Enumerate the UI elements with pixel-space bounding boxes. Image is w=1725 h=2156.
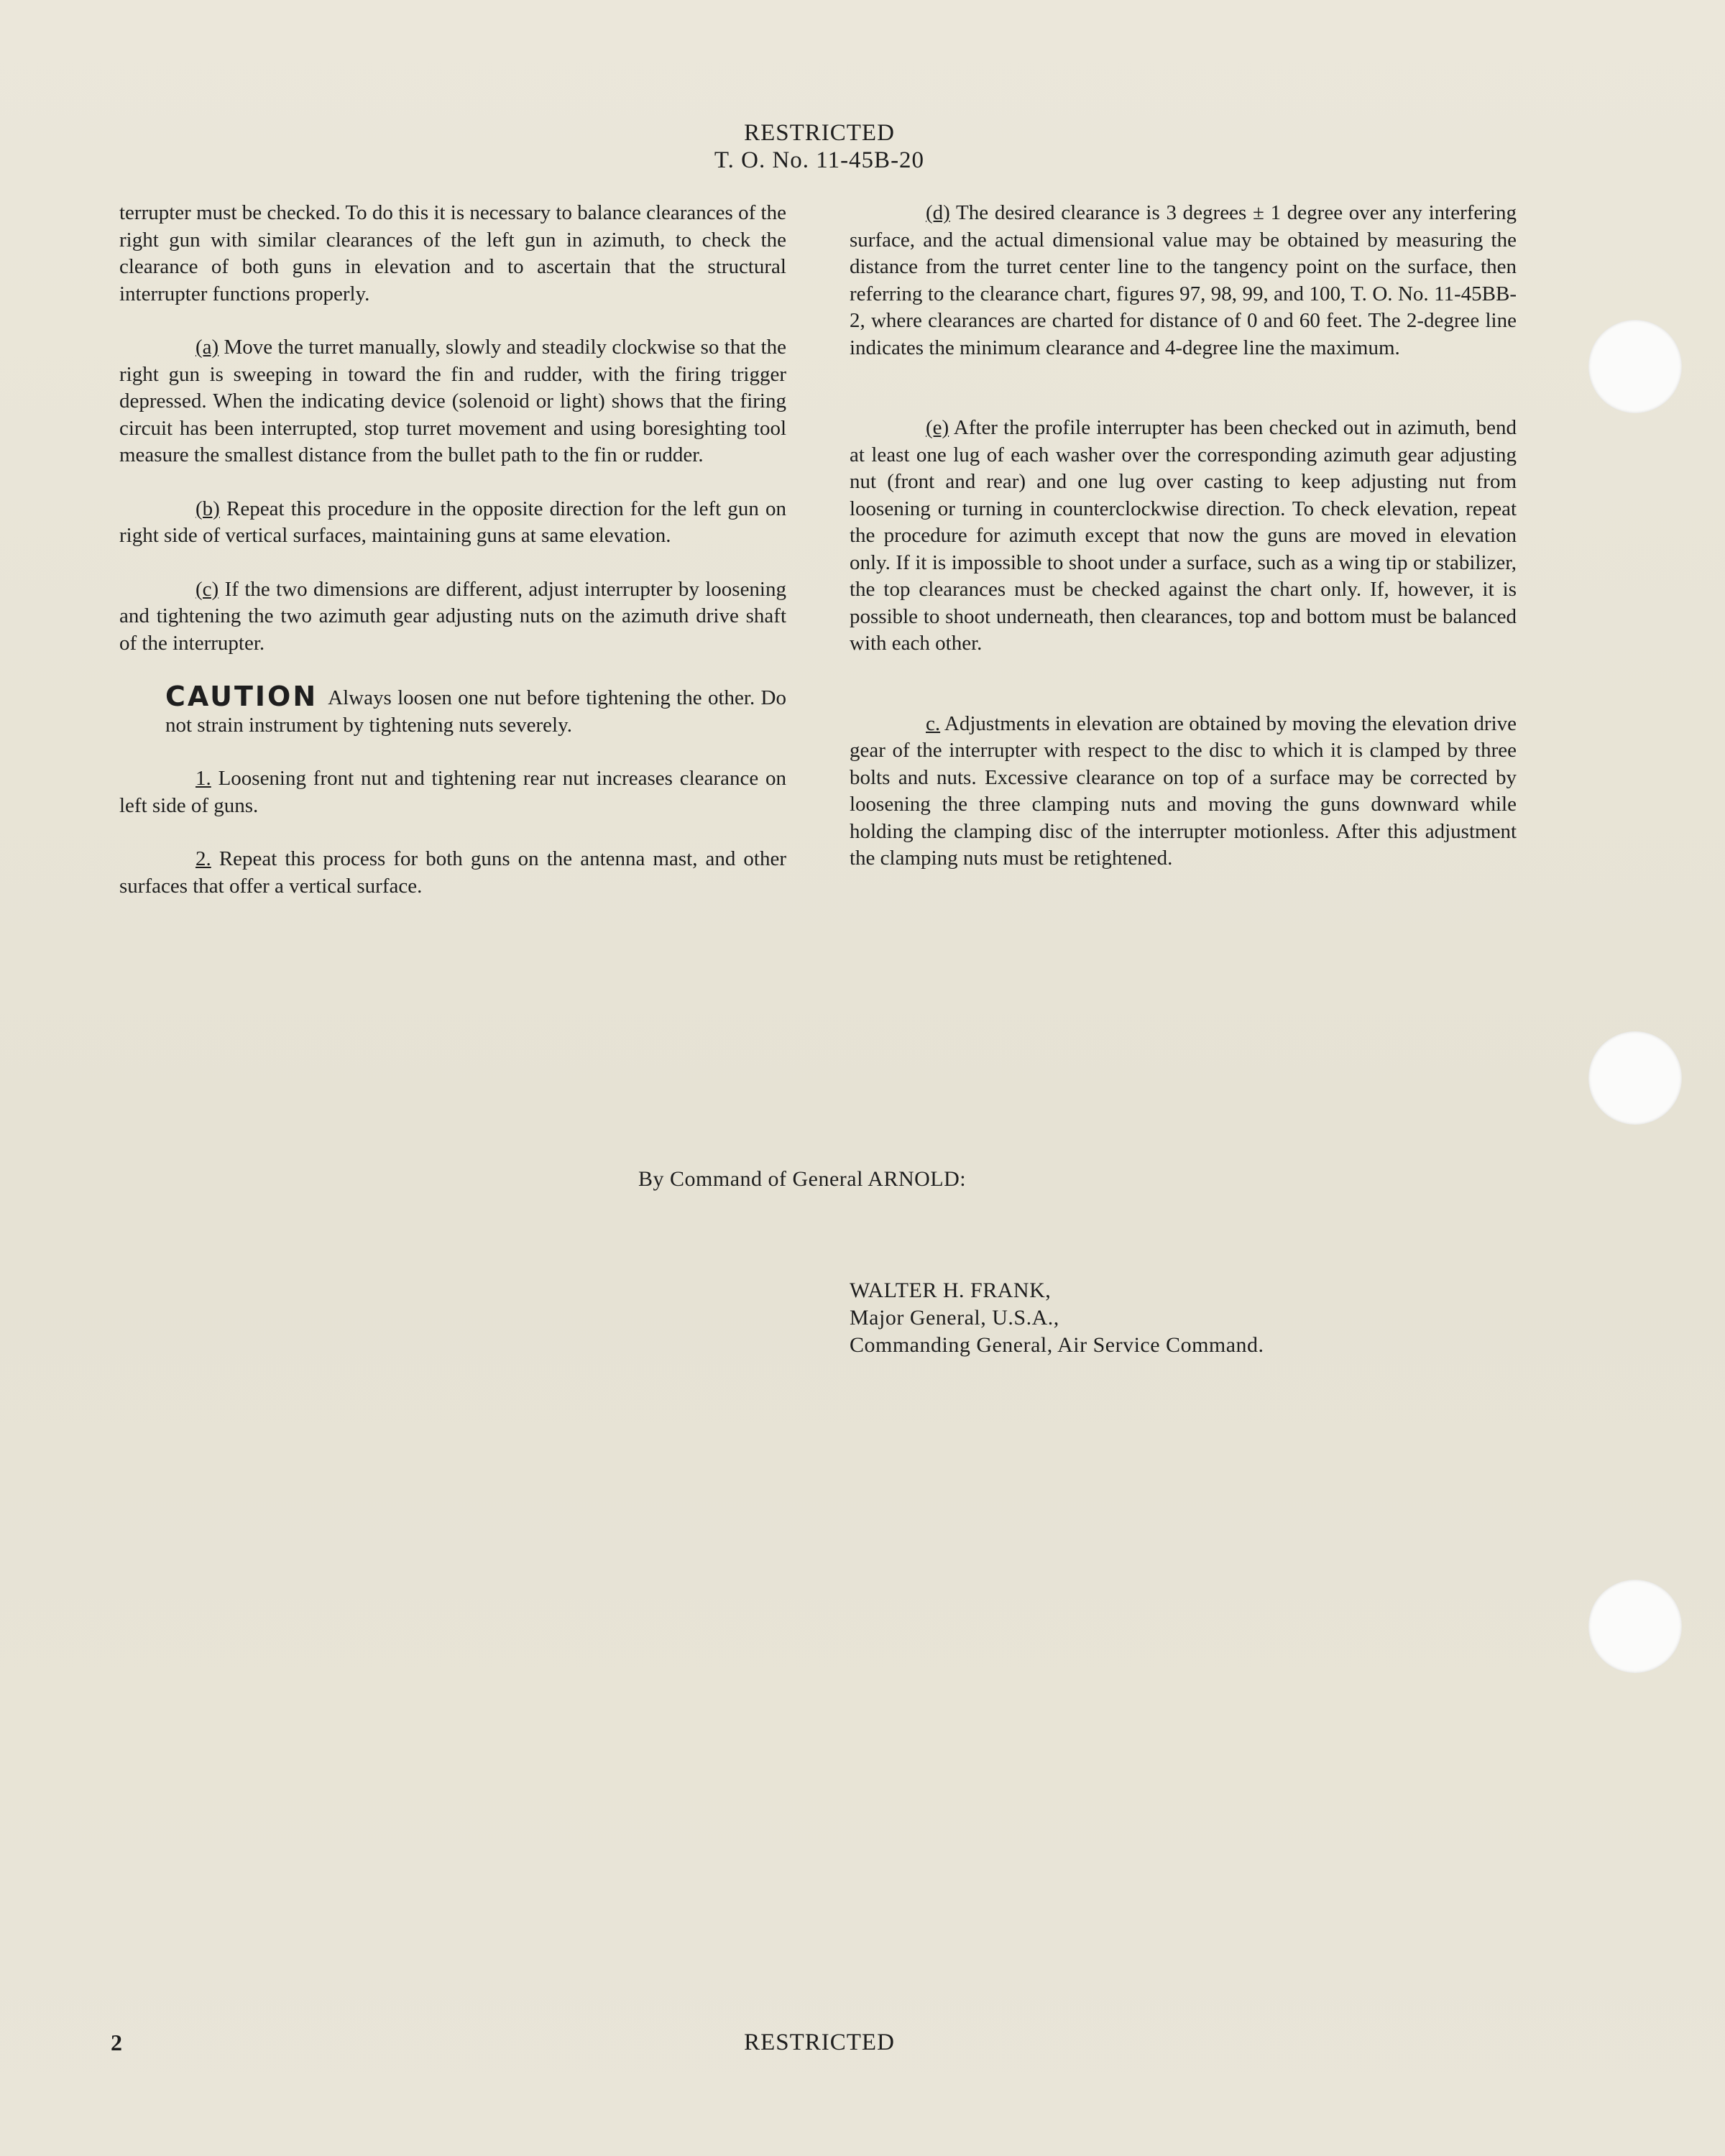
paragraph-a-text: Move the turret manually, slowly and steadily clockwise so that the right gun is sweeping in toward the fin and rudder, with the firing trigger depressed. When the indicating device (solenoid or light) shows that the firing circuit has been interrupted, stop turret movement and using boresighting tool measure the smallest distance from the bullet path to the fin or rudder. — [119, 336, 786, 466]
paragraph-e-label: (e) — [926, 416, 949, 439]
step-2-label: 2. — [196, 847, 211, 870]
paragraph-d-text: The desired clearance is 3 degrees ± 1 degree over any interfering surface, and the actual dimensional value may be obtained by measuring the distance from the turret center line to the tangency point on the surface, then referring to the clearance chart, figures 97, 98, 99, and 100, T. O. No. 11-45BB-2, where clearances are charted for distance of 0 and 60 feet. The 2-degree line indicates the minimum clearance and 4-degree line the maximum. — [850, 201, 1517, 359]
step-2 — [119, 846, 786, 900]
paragraph-e — [850, 415, 1517, 658]
header-classification: RESTRICTED — [744, 120, 895, 146]
paragraph-c-label: (c) — [196, 577, 219, 601]
paragraph-b — [119, 496, 786, 550]
step-1 — [119, 765, 786, 819]
paragraph-d — [850, 200, 1517, 361]
paragraph-a — [119, 334, 786, 469]
punch-hole — [1588, 1031, 1682, 1125]
footer-classification: RESTRICTED — [744, 2030, 895, 2055]
paragraph-b-text: Repeat this procedure in the opposite direction for the left gun on right side of vertical surfaces, maintaining guns at same elevation. — [119, 497, 787, 547]
signatory-rank: Major General, U.S.A., — [850, 1306, 1059, 1330]
right-column — [850, 200, 1517, 872]
caution-label: CAUTION — [165, 681, 318, 712]
paragraph-c-elevation-text: Adjustments in elevation are obtained by moving the elevation drive gear of the interrupter with respect to the disc to which it is clamped by three bolts and nuts. Excessive clearance on top of a surface may be corrected by loosening the three clamping nuts and moving the guns downward while holding the clamping disc of the interrupter motionless. After this adjustment the clamping nuts must be retightened. — [850, 711, 1517, 870]
paragraph-d-label: (d) — [926, 201, 950, 224]
punch-hole — [1588, 320, 1682, 413]
punch-hole — [1588, 1580, 1682, 1673]
signatory-name: WALTER H. FRANK, — [850, 1279, 1052, 1302]
paragraph-c — [119, 576, 786, 658]
paragraph-c-text: If the two dimensions are different, adjust interrupter by loosening and tightening the two azimuth gear adjusting nuts on the azimuth drive shaft of the interrupter. — [119, 577, 786, 655]
step-2-text: Repeat this process for both guns on the antenna mast, and other surfaces that offer a vertical surface. — [119, 847, 787, 898]
paragraph-c-elevation-label: c. — [926, 711, 941, 735]
step-1-label: 1. — [196, 767, 211, 790]
signature-block — [850, 1277, 1264, 1359]
paragraph-e-text: After the profile interrupter has been checked out in azimuth, bend at least one lug of each washer over the corresponding azimuth gear adjusting nut (front and rear) and one lug over casting to keep adjusting nut from loosening or turning in counterclockwise direction. To check elevation, repeat the procedure for azimuth except that now the guns are moved in elevation only. If it is impossible to shoot under a surface, such as a wing tip or stabilizer, the top clearances must be checked against the chart only. If, however, it is possible to shoot underneath, then clearances, top and bottom must be balanced with each other. — [850, 416, 1517, 655]
caution-text: Always loosen one nut before tightening the other. Do not strain instrument by tightening nuts severely. — [165, 686, 786, 737]
left-column — [119, 200, 786, 900]
step-1-text: Loosening front nut and tightening rear nut increases clearance on left side of guns. — [119, 767, 786, 817]
header-doc-number: T. O. No. 11-45B-20 — [714, 147, 925, 173]
paragraph-c-elevation — [850, 711, 1517, 872]
caution-note — [119, 683, 786, 739]
paragraph-b-label: (b) — [196, 497, 220, 520]
command-line: By Command of General ARNOLD: — [638, 1167, 967, 1191]
page-number: 2 — [111, 2030, 122, 2055]
intro-paragraph: terrupter must be checked. To do this it is necessary to balance clearances of the right gun with similar clearances of the left gun in azimuth, to check the clearance of both guns in elevation and to ascertain that the structural interrupter functions properly. — [119, 201, 786, 305]
paragraph-a-label: (a) — [196, 336, 219, 359]
signatory-title: Commanding General, Air Service Command. — [850, 1333, 1264, 1357]
